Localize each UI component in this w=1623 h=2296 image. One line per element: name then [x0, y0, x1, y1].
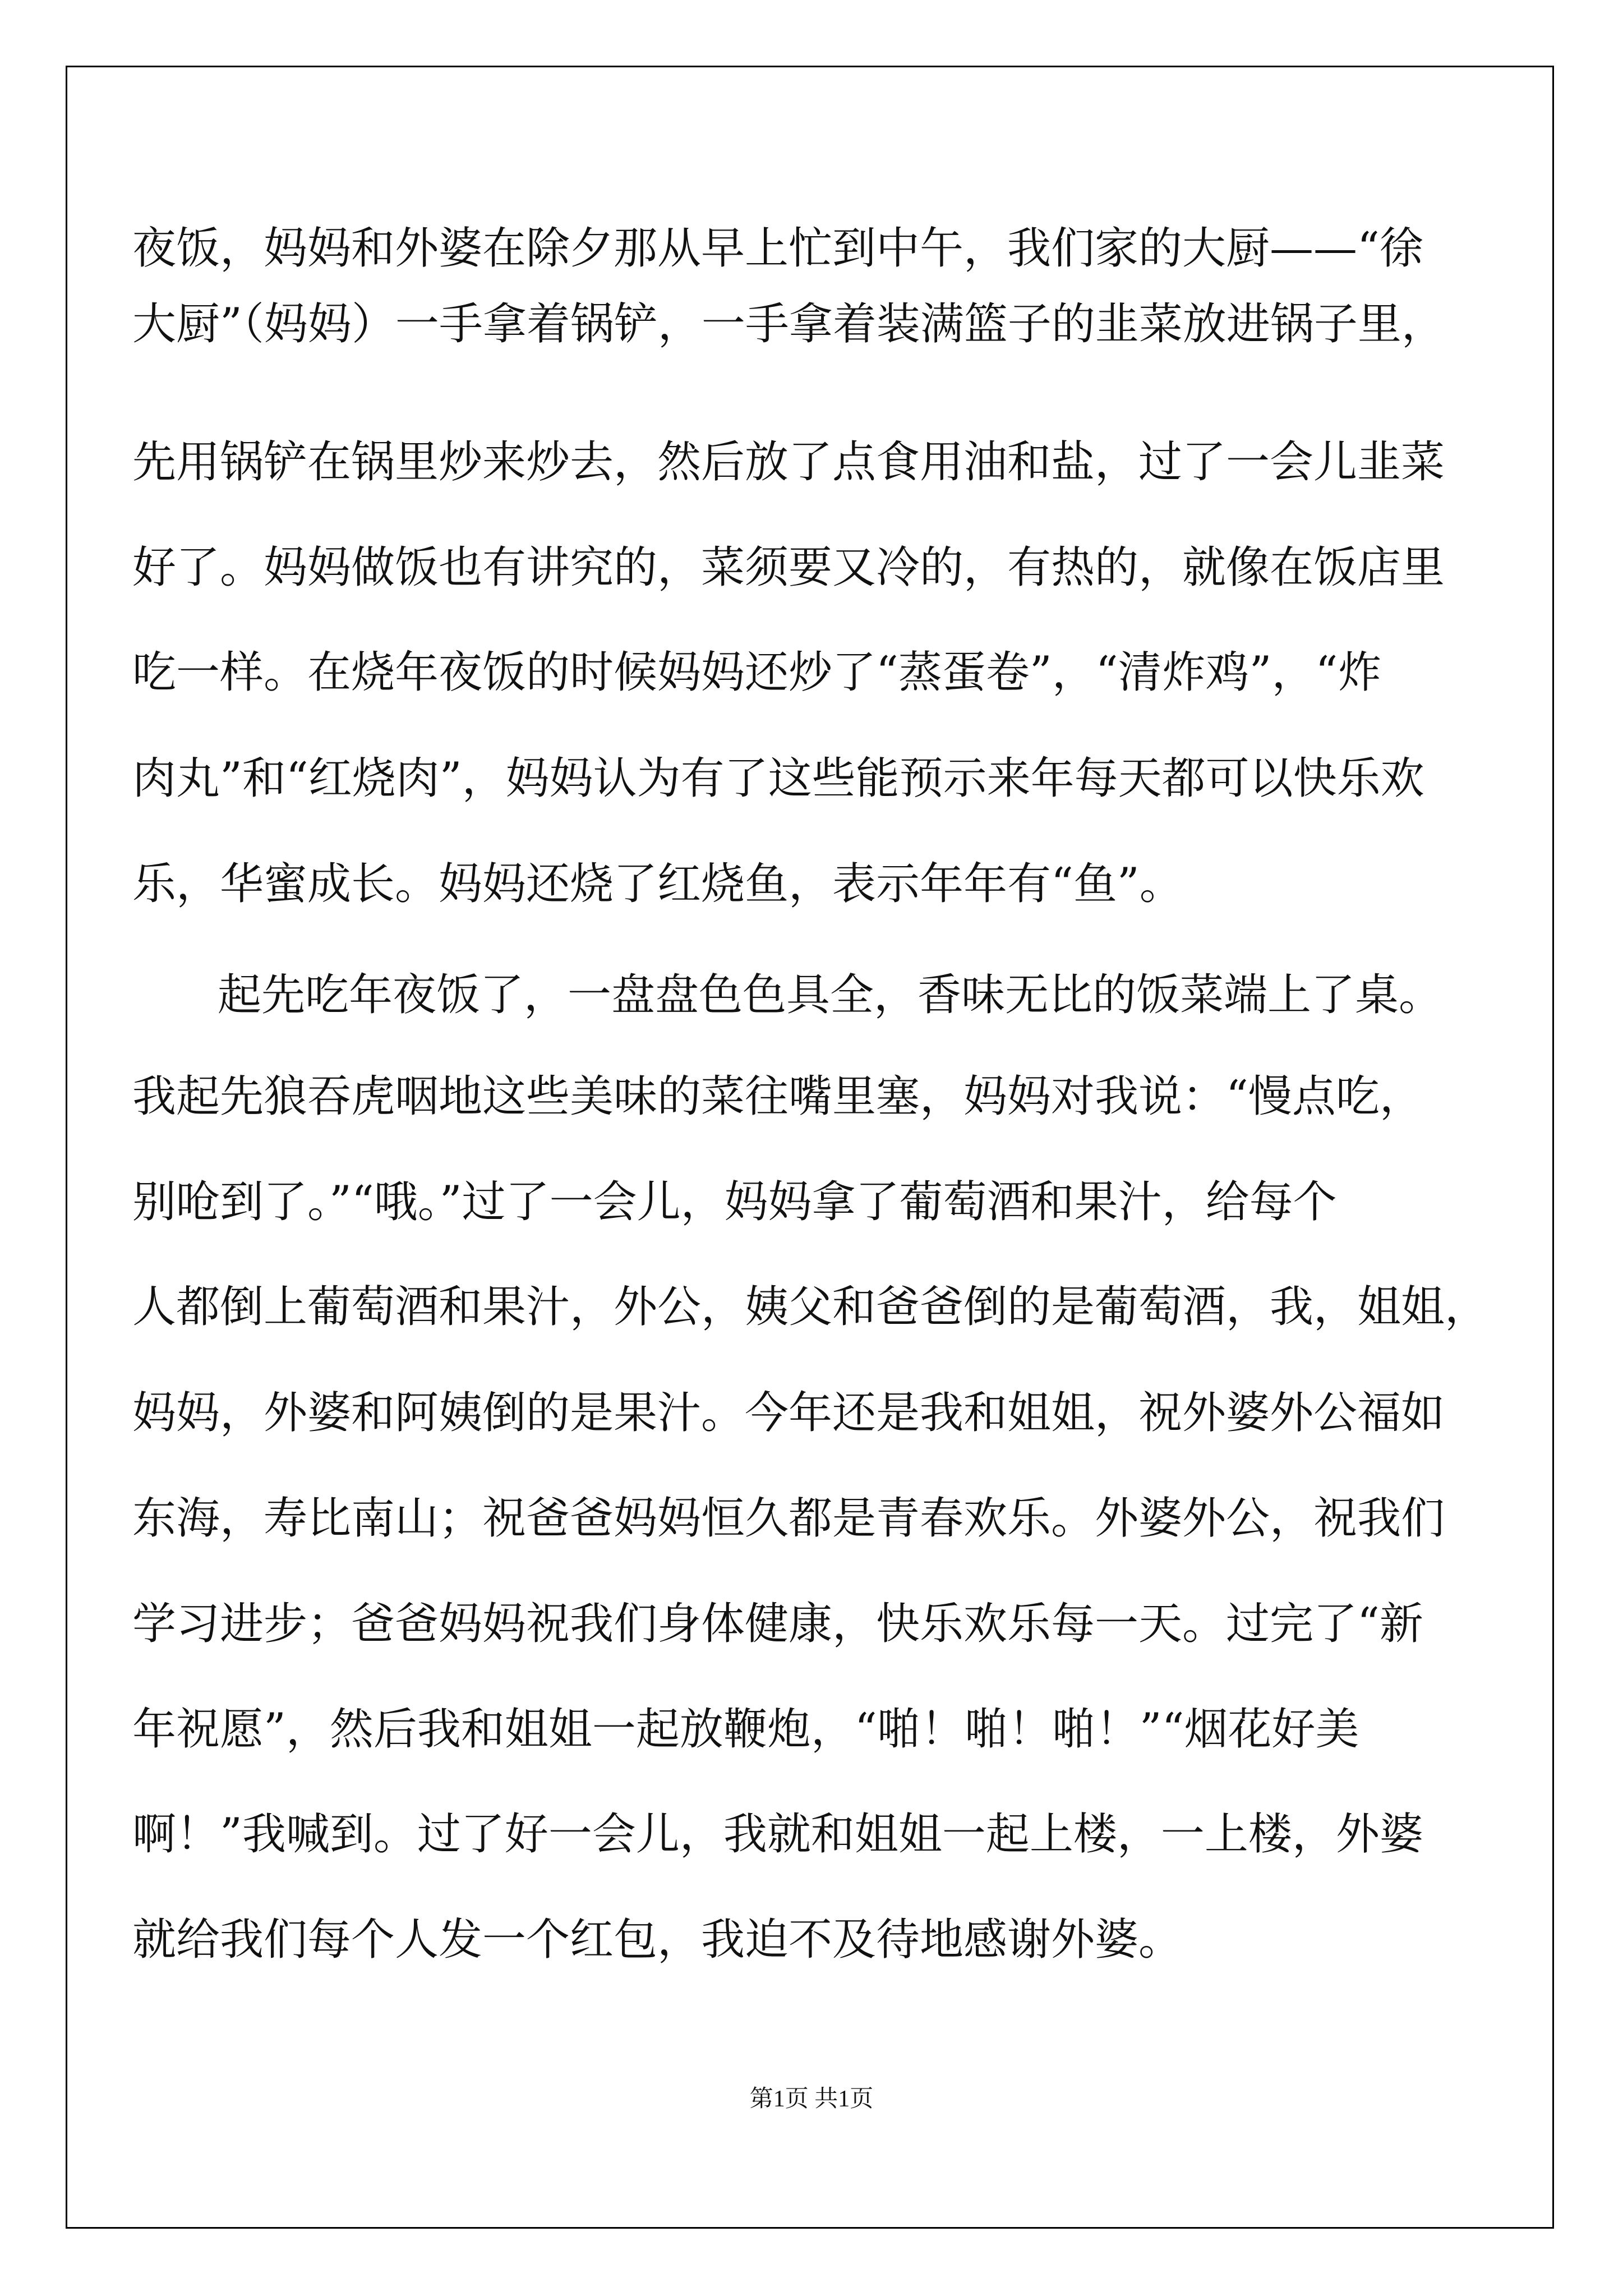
- text-line: 东海，寿比南山；祝爸爸妈妈恒久都是青春欢乐。外婆外公，祝我们: [132, 1493, 1445, 1544]
- text-line: 肉丸”和“红烧肉”，妈妈认为有了这些能预示来年每天都可以快乐欢: [132, 753, 1424, 804]
- text-line: 夜饭，妈妈和外婆在除夕那从早上忙到中午，我们家的大厨——“徐: [132, 223, 1423, 274]
- text-line: 就给我们每个人发一个红包，我迫不及待地感谢外婆。: [132, 1915, 1183, 1965]
- text-line: 妈妈，外婆和阿姨倒的是果汁。今年还是我和姐姐，祝外婆外公福如: [132, 1388, 1445, 1438]
- page-number-footer: 第1页 共1页: [749, 2086, 874, 2112]
- text-line: 乐，华蜜成长。妈妈还烧了红烧鱼，表示年年有“鱼”。: [132, 859, 1183, 909]
- text-line: 先用锅铲在锅里炒来炒去，然后放了点食用油和盐，过了一会儿韭菜: [132, 437, 1445, 487]
- paragraph-first-line: 起先吃年夜饭了，一盘盘色色具全，香味无比的饭菜端上了桌。: [218, 970, 1443, 1020]
- text-line: 啊！”我喊到。过了好一会儿，我就和姐姐一起上楼，一上楼，外婆: [132, 1809, 1423, 1860]
- page-border: [66, 66, 1554, 2229]
- text-line: 年祝愿”，然后我和姐姐一起放鞭炮，“啪！啪！啪！”“烟花好美: [132, 1704, 1359, 1755]
- text-line: 好了。妈妈做饭也有讲究的，菜须要又冷的，有热的，就像在饭店里: [132, 542, 1445, 593]
- text-line: 学习进步；爸爸妈妈祝我们身体健康，快乐欢乐每一天。过完了“新: [132, 1599, 1423, 1649]
- text-line: 人都倒上葡萄酒和果汁，外公，姨父和爸爸倒的是葡萄酒，我，姐姐，: [132, 1282, 1489, 1332]
- text-line: 大厨”（妈妈）一手拿着锅铲，一手拿着装满篮子的韭菜放进锅子里，: [132, 299, 1445, 349]
- text-line: 吃一样。在烧年夜饭的时候妈妈还炒了“蒸蛋卷”，“清炸鸡”，“炸: [132, 647, 1382, 698]
- text-line: 别呛到了。”“哦。”过了一会儿，妈妈拿了葡萄酒和果汁，给每个: [132, 1177, 1337, 1227]
- text-line: 我起先狼吞虎咽地这些美味的菜往嘴里塞，妈妈对我说：“慢点吃，: [132, 1071, 1423, 1122]
